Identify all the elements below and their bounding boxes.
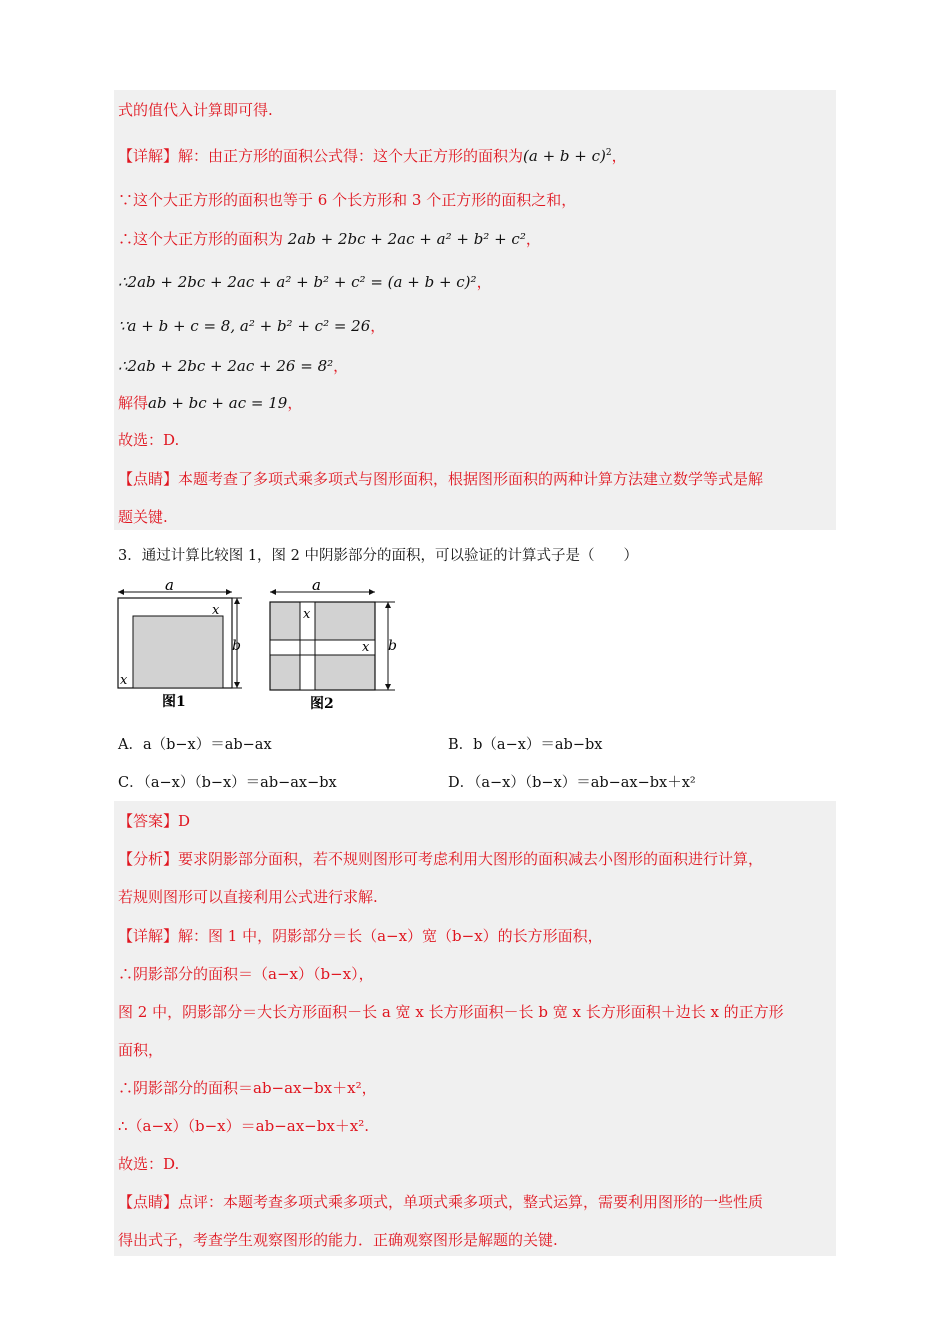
answer-line: 【答案】D bbox=[118, 812, 191, 830]
label-x: x bbox=[120, 673, 128, 688]
punctuation: ， bbox=[370, 317, 386, 335]
punctuation: ， bbox=[525, 230, 541, 248]
text-line bbox=[118, 229, 541, 249]
detail-line: 【详解】解：图 1 中，阴影部分＝长（a−x）宽（b−x）的长方形面积， bbox=[118, 927, 603, 945]
text-line: 式的值代入计算即可得. bbox=[118, 101, 273, 119]
math-expression: 2ab + 2bc + 2ac + a² + b² + c² bbox=[287, 230, 526, 248]
label-b: b bbox=[388, 638, 397, 654]
figure-2 bbox=[270, 578, 397, 712]
comment-line: 得出式子，考查学生观察图形的能力．正确观察图形是解题的关键. bbox=[118, 1231, 558, 1249]
question-figures bbox=[110, 578, 410, 718]
solution-block-2 bbox=[114, 801, 836, 1256]
text-line bbox=[118, 356, 348, 376]
detail-line: ∴（a−x）（b−x）＝ab−ax−bx＋x². bbox=[118, 1117, 370, 1135]
detail-tag: 【详解】 bbox=[118, 147, 179, 165]
comment-line: 【点睛】点评：本题考查多项式乘多项式，单项式乘多项式，整式运算，需要利用图形的一些性质 bbox=[118, 1193, 764, 1211]
question-stem: 3．通过计算比较图 1，图 2 中阴影部分的面积，可以验证的计算式子是（ ） bbox=[118, 548, 639, 564]
detail-line: 面积， bbox=[118, 1041, 164, 1059]
text-fragment: 个正方形的面积之和， bbox=[426, 191, 577, 209]
figure-1 bbox=[118, 578, 242, 710]
label-b: b bbox=[232, 638, 241, 654]
label-x: x bbox=[303, 607, 311, 622]
text-line: 题关键. bbox=[118, 508, 168, 526]
option-a: A．a（b−x）＝ab−ax bbox=[118, 737, 272, 753]
option-b: B．b（a−x）＝ab−bx bbox=[448, 737, 603, 753]
text-fragment: ∵这个大正方形的面积也等于 bbox=[118, 191, 314, 209]
label-a: a bbox=[165, 578, 174, 594]
detail-text: 解：由正方形的面积公式得：这个大正方形的面积为 bbox=[178, 147, 524, 165]
punctuation: ， bbox=[611, 147, 627, 165]
punctuation: ， bbox=[333, 357, 349, 375]
detail-line: ∴阴影部分的面积＝（a−x）（b−x）， bbox=[118, 965, 374, 983]
figure-1-label: 图1 bbox=[162, 694, 186, 710]
label-x: x bbox=[212, 603, 220, 618]
math-expression: ∴2ab + 2bc + 2ac + a² + b² + c² = (a + b + c)² bbox=[118, 273, 477, 291]
choose-line: 故选：D. bbox=[118, 1155, 180, 1173]
text-line bbox=[118, 316, 385, 336]
label-x: x bbox=[362, 640, 370, 655]
detail-line: 图 2 中，阴影部分＝大长方形面积－长 a 宽 x 长方形面积－长 b 宽 x 长方形面积＋边长 x 的正方形 bbox=[118, 1003, 784, 1021]
figure-2-label: 图2 bbox=[310, 696, 334, 712]
number: 6 bbox=[317, 191, 328, 209]
detail-line: ∴阴影部分的面积＝ab−ax−bx＋x²， bbox=[118, 1079, 377, 1097]
text-fragment: ∴这个大正方形的面积为 bbox=[118, 230, 284, 248]
math-exponent: 2 bbox=[605, 148, 612, 158]
text-line bbox=[118, 393, 302, 413]
math-expression: (a + b + c) bbox=[523, 147, 606, 165]
number: 3 bbox=[411, 191, 422, 209]
option-d: D．（a−x）（b−x）＝ab−ax−bx＋x² bbox=[448, 775, 696, 791]
math-expression: ∴2ab + 2bc + 2ac + 26 = 8² bbox=[118, 357, 334, 375]
math-expression: ab + bc + ac = 19 bbox=[148, 394, 288, 412]
comment-tag: 【点睛】 bbox=[118, 470, 179, 488]
math-expression: ∵a + b + c = 8, a² + b² + c² = 26 bbox=[118, 317, 371, 335]
detail-line bbox=[118, 146, 627, 166]
analysis-line: 若规则图形可以直接利用公式进行求解. bbox=[118, 888, 378, 906]
text-fragment: 解得 bbox=[118, 394, 149, 412]
label-a: a bbox=[312, 578, 321, 594]
punctuation: ， bbox=[476, 273, 492, 291]
analysis-line: 【分析】要求阴影部分面积，若不规则图形可考虑利用大图形的面积减去小图形的面积进行计算， bbox=[118, 850, 764, 868]
comment-text: 本题考查了多项式乘多项式与图形面积，根据图形面积的两种计算方法建立数学等式是解 bbox=[178, 470, 764, 488]
text-line bbox=[118, 272, 492, 292]
option-c: C．（a−x）（b−x）＝ab−ax−bx bbox=[118, 775, 337, 791]
text-line: 故选：D. bbox=[118, 431, 180, 449]
comment-line bbox=[118, 469, 763, 489]
text-fragment: 个长方形和 bbox=[332, 191, 408, 209]
punctuation: ， bbox=[287, 394, 303, 412]
text-line bbox=[118, 190, 576, 210]
